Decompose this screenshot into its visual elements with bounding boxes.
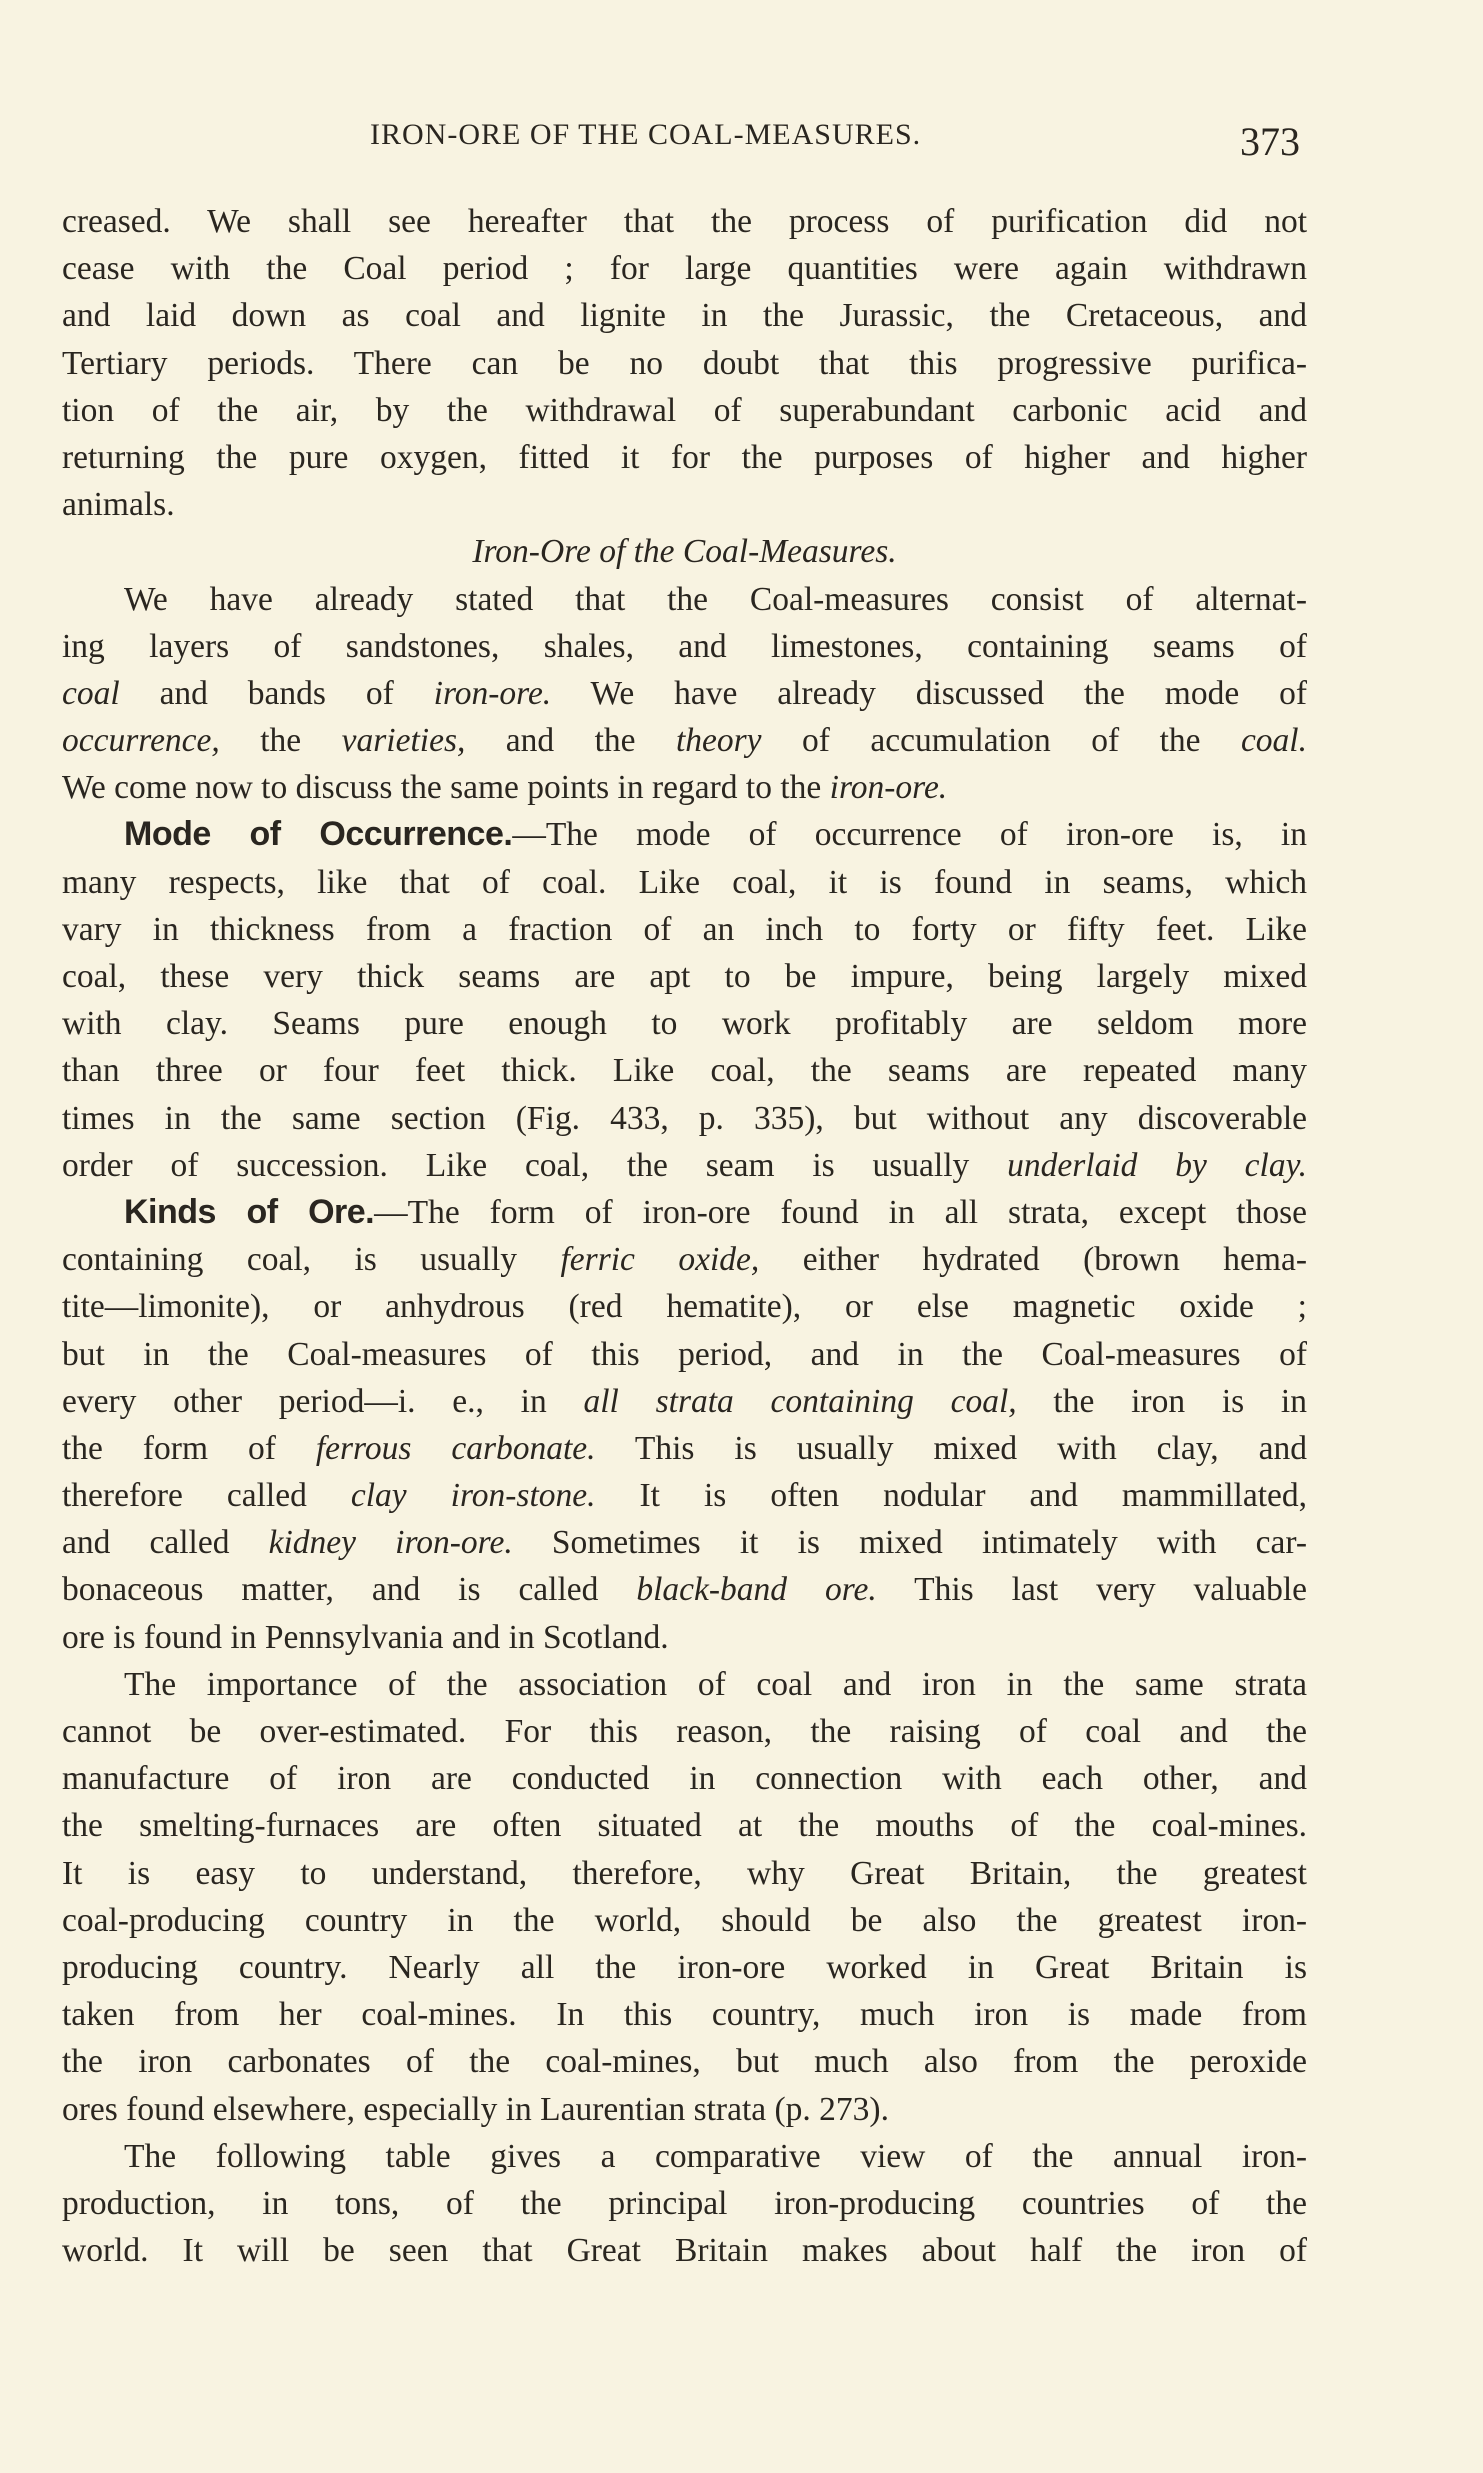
italic-term: coal.: [1240, 722, 1307, 760]
text-run: and bands of: [119, 674, 434, 712]
text-line: [62, 1425, 1307, 1472]
paragraph-1: [62, 198, 1307, 528]
text-line: [62, 1236, 1307, 1283]
text-line: manufacture of iron are conducted in connection with each other, and: [62, 1760, 1307, 1798]
text-line: [62, 1519, 1307, 1566]
text-line: The importance of the association of coal and iron in the same strata: [124, 1665, 1307, 1703]
text-line: [62, 1472, 1307, 1519]
text-line: [62, 1142, 1307, 1189]
text-run: order of succession. Like coal, the seam is usually: [62, 1146, 1008, 1184]
italic-term: coal: [62, 674, 120, 712]
italic-term: black-band ore.: [636, 1571, 877, 1609]
text-line: animals.: [62, 486, 175, 524]
italic-term: occurrence,: [62, 722, 220, 760]
paragraph-6: [62, 2133, 1307, 2275]
text-run: —The mode of occurrence of iron-ore is, in: [512, 816, 1307, 854]
text-line: [62, 1566, 1307, 1613]
text-line: producing country. Nearly all the iron-ore worked in Great Britain is: [62, 1948, 1307, 1986]
text-run: the iron is in: [1016, 1382, 1307, 1420]
text-line: times in the same section (Fig. 433, p. 335), but without any discoverable: [62, 1099, 1307, 1137]
text-line: but in the Coal-measures of this period, and in the Coal-measures of: [62, 1335, 1307, 1373]
text-line: [62, 764, 1307, 811]
text-line: returning the pure oxygen, fitted it for the purposes of higher and higher: [62, 438, 1307, 476]
text-run: We have already discussed the mode of: [551, 674, 1307, 712]
page-body: [62, 198, 1307, 2274]
italic-term: kidney iron-ore.: [268, 1524, 513, 1562]
text-line: the iron carbonates of the coal-mines, but much also from the peroxide: [62, 2043, 1307, 2081]
text-line: vary in thickness from a fraction of an inch to forty or fifty feet. Like: [62, 910, 1307, 948]
section-title: Iron-Ore of the Coal-Measures.: [472, 533, 897, 571]
text-line: coal-producing country in the world, should be also the greatest iron-: [62, 1901, 1307, 1939]
text-line: [62, 670, 1307, 717]
text-run: This last very valuable: [876, 1571, 1307, 1609]
text-run: either hydrated (brown hema-: [759, 1241, 1307, 1279]
text-line: production, in tons, of the principal iron-producing countries of the: [62, 2184, 1307, 2222]
text-run: of accumulation of the: [761, 722, 1241, 760]
text-run: the: [219, 722, 342, 760]
paragraph-kinds-of-ore: [62, 1189, 1307, 1661]
page-number: 373: [1240, 119, 1300, 164]
text-line: [62, 1378, 1307, 1425]
paragraph-5: [62, 1661, 1307, 2133]
running-head: IRON-ORE OF THE COAL-MEASURES.: [370, 118, 922, 151]
text-line: taken from her coal-mines. In this country, much iron is made from: [62, 1996, 1307, 2034]
text-line: [62, 811, 1307, 858]
text-line: with clay. Seams pure enough to work profitably are seldom more: [62, 1005, 1307, 1043]
italic-term: theory: [675, 722, 762, 760]
text-line: cannot be over-estimated. For this reason, the raising of coal and the: [62, 1713, 1307, 1750]
text-line: creased. We shall see hereafter that the process of purification did not: [62, 203, 1307, 240]
italic-term: clay iron-stone.: [350, 1477, 596, 1515]
text-line: the smelting-furnaces are often situated at the mouths of the coal-mines.: [62, 1807, 1307, 1845]
italic-term: ferrous carbonate.: [315, 1429, 596, 1467]
text-line: We have already stated that the Coal-measures consist of alternat-: [124, 580, 1307, 618]
text-line: tion of the air, by the withdrawal of superabundant carbonic acid and: [62, 391, 1307, 429]
text-line: [62, 717, 1307, 764]
text-line: ores found elsewhere, especially in Laurentian strata (p. 273).: [62, 2090, 889, 2128]
text-run: It is often nodular and mammillated,: [595, 1477, 1307, 1515]
text-run: and the: [465, 722, 676, 760]
text-line: world. It will be seen that Great Britain makes about half the iron of: [62, 2232, 1307, 2270]
side-heading: Mode of Occurrence.: [124, 815, 513, 854]
text-line: and laid down as coal and lignite in the Jurassic, the Cretaceous, and: [62, 297, 1307, 335]
text-line: The following table gives a comparative view of the annual iron-: [124, 2137, 1307, 2175]
text-line: than three or four feet thick. Like coal, the seams are repeated many: [62, 1052, 1307, 1090]
text-run: containing coal, is usually: [62, 1241, 561, 1279]
text-run: and called: [62, 1524, 269, 1562]
text-line: Tertiary periods. There can be no doubt that this progressive purifica-: [62, 344, 1307, 382]
text-run: We come now to discuss the same points in regard to the: [62, 769, 830, 807]
text-run: bonaceous matter, and is called: [62, 1571, 637, 1609]
text-line: tite—limonite), or anhydrous (red hematite), or else magnetic oxide ;: [62, 1288, 1307, 1326]
side-heading: Kinds of Ore.: [124, 1192, 375, 1231]
italic-term: iron-ore.: [829, 769, 948, 807]
text-line: ore is found in Pennsylvania and in Scotland.: [62, 1618, 669, 1656]
text-line: coal, these very thick seams are apt to be impure, being largely mixed: [62, 958, 1307, 995]
text-run: therefore called: [62, 1477, 351, 1515]
italic-term: varieties,: [341, 722, 466, 760]
text-line: ing layers of sandstones, shales, and limestones, containing seams of: [62, 627, 1307, 665]
paragraph-mode-of-occurrence: [62, 811, 1307, 1189]
text-run: every other period—i. e., in: [62, 1382, 584, 1420]
paragraph-2: [62, 576, 1307, 812]
text-run: —The form of iron-ore found in all strata, except those: [374, 1193, 1307, 1231]
italic-term: iron-ore.: [433, 674, 552, 712]
text-line: It is easy to understand, therefore, why Great Britain, the greatest: [62, 1854, 1307, 1892]
text-run: This is usually mixed with clay, and: [595, 1429, 1307, 1467]
italic-term: underlaid by clay.: [1007, 1146, 1307, 1184]
text-run: Sometimes it is mixed intimately with car-: [512, 1524, 1307, 1562]
text-run: the form of: [62, 1429, 316, 1467]
page-header: [0, 118, 1483, 178]
italic-term: ferric oxide,: [560, 1241, 760, 1279]
text-line: cease with the Coal period ; for large quantities were again withdrawn: [62, 250, 1307, 288]
text-line: many respects, like that of coal. Like coal, it is found in seams, which: [62, 863, 1307, 901]
italic-term: all strata containing coal,: [583, 1382, 1017, 1420]
text-line: [62, 1189, 1307, 1236]
